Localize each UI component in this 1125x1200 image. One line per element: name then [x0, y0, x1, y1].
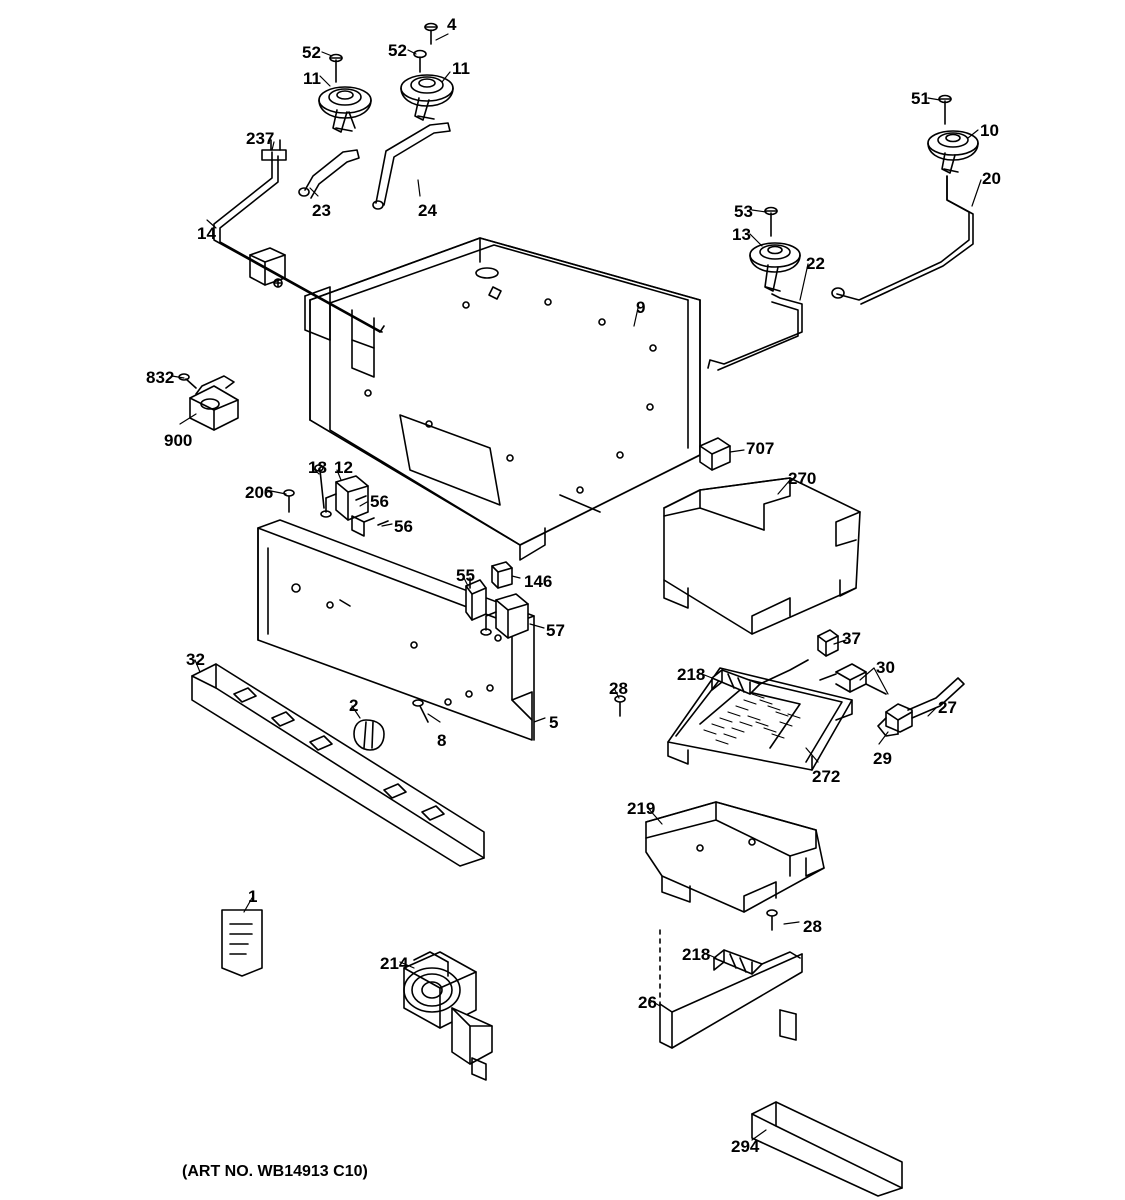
callout-14: 14 [197, 224, 216, 243]
callout-57: 57 [546, 621, 565, 640]
part-146-part [492, 562, 512, 588]
callout-218a: 218 [677, 665, 706, 684]
callout-55: 55 [456, 566, 475, 585]
callout-51: 51 [911, 89, 930, 108]
callout-10: 10 [980, 121, 999, 140]
callout-28b: 28 [803, 917, 822, 936]
callout-18: 18 [308, 458, 327, 477]
part-52-screw-left [330, 55, 342, 83]
callout-707: 707 [746, 439, 775, 458]
part-832-screw [179, 374, 196, 388]
callout-56b: 56 [394, 517, 413, 536]
callout-832: 832 [146, 368, 175, 387]
part-5-front-frame [258, 517, 534, 740]
callout-5: 5 [549, 713, 559, 732]
callout-37: 37 [842, 629, 861, 648]
callout-30: 30 [876, 658, 895, 677]
callout-32: 32 [186, 650, 205, 669]
part-270-heat-shield [664, 478, 860, 634]
callout-4: 4 [447, 15, 457, 34]
callout-26: 26 [638, 993, 657, 1012]
part-8-pin [413, 700, 428, 722]
callout-11b: 11 [452, 59, 470, 78]
callout-900: 900 [164, 431, 193, 450]
part-11-burner-left [319, 87, 371, 132]
part-11-burner-center [401, 75, 453, 120]
part-1-instruction-sheet [222, 910, 262, 976]
part-214-gas-valve [404, 952, 492, 1080]
callout-218b: 218 [682, 945, 711, 964]
part-23-igniter-tube [299, 150, 359, 198]
callout-24: 24 [418, 201, 437, 220]
part-22-gas-tube [708, 294, 802, 370]
callout-12: 12 [334, 458, 353, 477]
callout-28a: 28 [609, 679, 628, 698]
part-28-screw-lower [767, 910, 777, 930]
part-20-gas-tube [832, 176, 973, 304]
callout-9: 9 [636, 298, 646, 317]
callout-206: 206 [245, 483, 274, 502]
part-9-main-chassis [250, 238, 700, 560]
callout-270: 270 [788, 469, 817, 488]
callout-2: 2 [349, 696, 359, 715]
part-4-screw [425, 24, 437, 45]
callout-146: 146 [524, 572, 553, 591]
callout-272: 272 [812, 767, 841, 786]
part-13-burner [750, 243, 800, 291]
part-294-bottom-trim [752, 1102, 902, 1196]
callout-22: 22 [806, 254, 825, 273]
part-10-burner-right [928, 131, 978, 173]
art-number-label: (ART NO. WB14913 C10) [182, 1163, 368, 1180]
callout-8: 8 [437, 731, 447, 750]
part-900-bracket [190, 376, 238, 430]
callout-27: 27 [938, 698, 957, 717]
callout-219: 219 [627, 799, 656, 818]
callout-23: 23 [312, 201, 331, 220]
part-53-screw [765, 208, 777, 237]
part-29-elbow [878, 704, 912, 736]
callout-52a: 52 [302, 43, 321, 62]
part-24-igniter-tube [373, 123, 450, 209]
callout-214: 214 [380, 954, 409, 973]
callout-29: 29 [873, 749, 892, 768]
callout-1: 1 [248, 887, 258, 906]
callout-53: 53 [734, 202, 753, 221]
callout-56a: 56 [370, 492, 389, 511]
part-2-knob [354, 720, 384, 750]
part-219-bottom-shield [646, 802, 824, 912]
callout-11a: 11 [303, 69, 321, 88]
callout-13: 13 [732, 225, 751, 244]
part-51-screw [939, 96, 951, 125]
callout-237: 237 [246, 129, 275, 148]
callout-52b: 52 [388, 41, 407, 60]
part-12-valve-assembly [321, 476, 374, 536]
part-28-screw-upper [615, 696, 625, 716]
callout-294: 294 [731, 1137, 760, 1156]
callout-20: 20 [982, 169, 1001, 188]
part-707-clip [700, 438, 730, 470]
part-37-clip [818, 630, 838, 656]
